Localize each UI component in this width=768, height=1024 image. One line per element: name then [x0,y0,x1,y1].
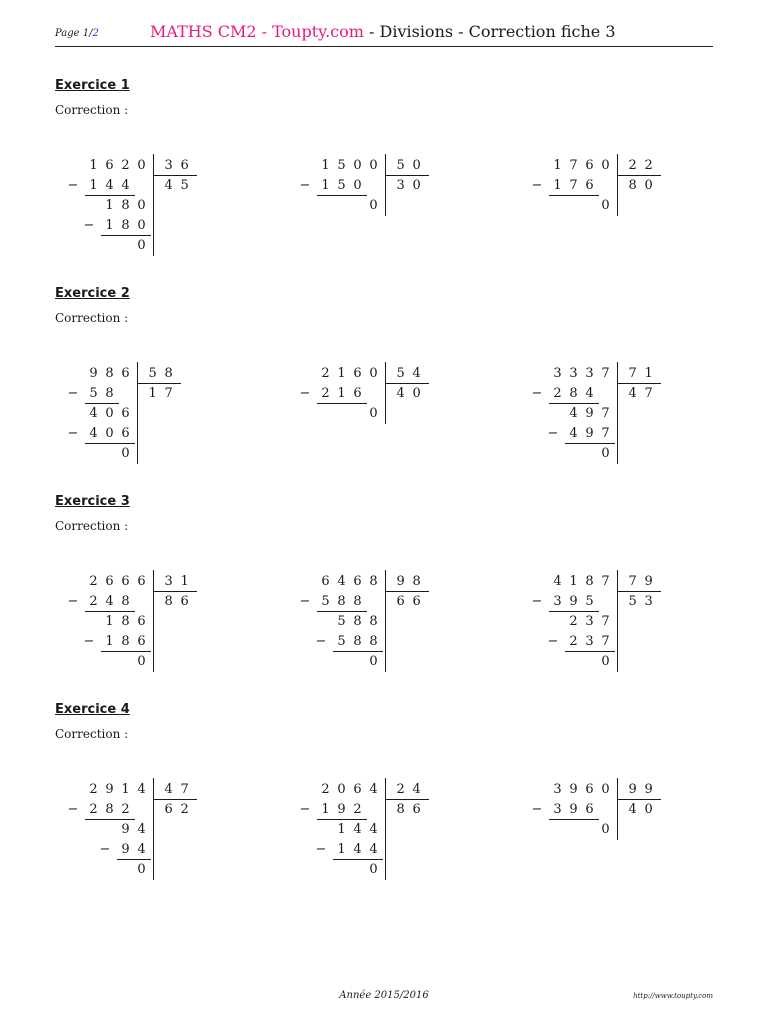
remainder-digit: 0 [137,862,146,877]
dividend-digit: 5 [337,158,346,173]
divisor-digit: 4 [412,366,421,381]
dividend-digit: 8 [585,574,594,589]
divisor-digit: 2 [396,782,405,797]
division-bar-vertical [385,154,386,216]
subtraction-line [549,819,599,820]
subtrahend-digit: 1 [321,178,330,193]
long-division [287,156,477,276]
minus-sign: − [99,842,111,857]
minus-sign: − [67,426,79,441]
divisor-digit: 6 [180,158,189,173]
remainder-digit: 5 [337,614,346,629]
long-division [55,780,245,900]
remainder-digit: 0 [601,198,610,213]
subtrahend-digit: 5 [337,634,346,649]
subtrahend-digit: 4 [353,842,362,857]
minus-sign: − [531,386,543,401]
divisor-digit: 7 [628,366,637,381]
footer-url[interactable]: http://www.toupty.com [633,992,713,1000]
divisor-digit: 2 [644,158,653,173]
subtrahend-digit: 8 [121,634,130,649]
quotient-digit: 6 [412,802,421,817]
exercise-section [55,494,713,694]
dividend-digit: 6 [105,158,114,173]
subtrahend-digit: 8 [353,594,362,609]
subtrahend-digit: 5 [337,178,346,193]
page-label: Page 1/ [55,28,93,39]
dividend-digit: 8 [369,574,378,589]
divisor-digit: 7 [628,574,637,589]
dividend-digit: 7 [601,574,610,589]
dividend-digit: 9 [105,782,114,797]
subtrahend-digit: 6 [121,426,130,441]
remainder-digit: 0 [369,862,378,877]
dividend-digit: 7 [601,366,610,381]
subtrahend-digit: 4 [105,178,114,193]
page-title [150,22,616,41]
long-division [519,364,709,484]
subtrahend-digit: 2 [89,802,98,817]
subtrahend-digit: 1 [89,178,98,193]
dividend-digit: 2 [321,366,330,381]
remainder-digit: 1 [337,822,346,837]
subtrahend-digit: 2 [553,386,562,401]
quotient-digit: 6 [180,594,189,609]
quotient-digit: 8 [396,802,405,817]
division-bar-vertical [617,154,618,216]
remainder-digit: 0 [121,446,130,461]
minus-sign: − [531,802,543,817]
division-bar-vertical [385,362,386,424]
page-header [55,22,713,47]
dividend-digit: 1 [553,158,562,173]
minus-sign: − [67,178,79,193]
division-bar-vertical [617,570,618,672]
dividend-digit: 0 [137,158,146,173]
remainder-digit: 8 [353,614,362,629]
minus-sign: − [547,426,559,441]
dividend-digit: 3 [553,782,562,797]
subtrahend-digit: 4 [569,426,578,441]
dividend-digit: 7 [569,158,578,173]
minus-sign: − [67,594,79,609]
subtrahend-digit: 2 [569,634,578,649]
long-division [287,780,477,900]
long-division [519,780,709,900]
long-division [287,364,477,484]
remainder-digit: 0 [601,654,610,669]
dividend-digit: 3 [553,366,562,381]
subtrahend-digit: 0 [105,426,114,441]
minus-sign: − [299,386,311,401]
subtrahend-digit: 1 [105,218,114,233]
subtrahend-digit: 2 [89,594,98,609]
long-division [519,572,709,692]
subtrahend-digit: 8 [569,386,578,401]
remainder-digit: 0 [105,406,114,421]
minus-sign: − [315,634,327,649]
remainder-digit: 4 [137,822,146,837]
divisor-digit: 5 [396,158,405,173]
remainder-digit: 8 [121,198,130,213]
remainder-digit: 1 [105,198,114,213]
dividend-digit: 0 [353,158,362,173]
dividend-digit: 6 [353,366,362,381]
correction-label: Correction : [55,103,129,117]
division-bar-vertical [617,778,618,840]
remainder-digit: 2 [569,614,578,629]
minus-sign: − [547,634,559,649]
division-bar-vertical [153,154,154,256]
remainder-digit: 4 [569,406,578,421]
dividend-digit: 1 [337,366,346,381]
remainder-digit: 0 [601,446,610,461]
dividend-digit: 4 [137,782,146,797]
dividend-digit: 6 [353,782,362,797]
quotient-digit: 0 [644,802,653,817]
subtrahend-digit: 5 [585,594,594,609]
exercise-section [55,286,713,486]
divisor-digit: 9 [644,782,653,797]
exercise-title: Exercice 1 [55,78,130,93]
divisor-digit: 8 [412,574,421,589]
correction-label: Correction : [55,519,129,533]
divisor-digit: 3 [164,574,173,589]
exercise-title: Exercice 2 [55,286,130,301]
divisor-digit: 0 [412,158,421,173]
long-division [55,572,245,692]
page-total-link[interactable]: 2 [92,28,99,39]
subtrahend-digit: 4 [89,426,98,441]
long-division [55,364,245,484]
correction-label: Correction : [55,311,129,325]
subtrahend-digit: 2 [121,802,130,817]
dividend-digit: 0 [601,782,610,797]
subtrahend-digit: 4 [121,178,130,193]
divisor-digit: 2 [628,158,637,173]
subtrahend-digit: 1 [337,386,346,401]
dividend-digit: 1 [569,574,578,589]
subtrahend-digit: 4 [585,386,594,401]
subtrahend-digit: 4 [105,594,114,609]
division-bar-vertical [385,778,386,880]
remainder-digit: 0 [369,654,378,669]
remainder-digit: 0 [369,198,378,213]
dividend-digit: 6 [121,574,130,589]
minus-sign: − [299,594,311,609]
brand-title: MATHS CM2 - Toupty.com [150,22,364,41]
remainder-digit: 7 [601,406,610,421]
dividend-digit: 4 [337,574,346,589]
dividend-digit: 6 [353,574,362,589]
minus-sign: − [67,802,79,817]
dividend-digit: 0 [337,782,346,797]
remainder-digit: 6 [121,406,130,421]
quotient-digit: 0 [412,386,421,401]
quotient-digit: 1 [148,386,157,401]
remainder-digit: 7 [601,614,610,629]
subtrahend-digit: 8 [105,386,114,401]
divisor-digit: 5 [148,366,157,381]
subtrahend-digit: 4 [369,842,378,857]
division-bar-vertical [153,570,154,672]
dividend-digit: 6 [121,366,130,381]
dividend-digit: 6 [585,158,594,173]
subtrahend-digit: 9 [337,802,346,817]
subtrahend-digit: 6 [353,386,362,401]
minus-sign: − [83,218,95,233]
dividend-digit: 1 [121,782,130,797]
quotient-digit: 4 [628,386,637,401]
subtrahend-digit: 1 [337,842,346,857]
quotient-digit: 8 [628,178,637,193]
subtrahend-digit: 7 [569,178,578,193]
subtrahend-digit: 9 [585,426,594,441]
page-indicator [55,28,99,39]
subtrahend-digit: 2 [321,386,330,401]
dividend-digit: 3 [569,366,578,381]
divisor-digit: 8 [164,366,173,381]
dividend-digit: 9 [89,366,98,381]
division-bar-vertical [385,570,386,672]
division-bar-vertical [153,778,154,880]
minus-sign: − [299,802,311,817]
minus-sign: − [67,386,79,401]
subtrahend-digit: 0 [353,178,362,193]
subtrahend-digit: 6 [585,178,594,193]
subtrahend-digit: 8 [353,634,362,649]
dividend-digit: 0 [369,158,378,173]
remainder-digit: 0 [137,654,146,669]
quotient-digit: 7 [644,386,653,401]
minus-sign: − [531,594,543,609]
exercise-title: Exercice 4 [55,702,130,717]
dividend-digit: 0 [369,366,378,381]
quotient-digit: 0 [412,178,421,193]
subtrahend-digit: 3 [585,634,594,649]
remainder-digit: 0 [137,198,146,213]
exercise-section [55,702,713,902]
subtrahend-digit: 3 [553,594,562,609]
subtrahend-digit: 8 [369,634,378,649]
divisor-digit: 1 [180,574,189,589]
quotient-digit: 4 [164,178,173,193]
subtraction-line [549,195,599,196]
subtrahend-digit: 9 [121,842,130,857]
remainder-digit: 6 [137,614,146,629]
divisor-digit: 9 [396,574,405,589]
divisor-digit: 3 [164,158,173,173]
dividend-digit: 3 [585,366,594,381]
dividend-digit: 2 [89,574,98,589]
subtrahend-digit: 7 [601,426,610,441]
remainder-digit: 0 [137,238,146,253]
divisor-digit: 9 [628,782,637,797]
subtrahend-digit: 7 [601,634,610,649]
long-division [519,156,709,276]
remainder-digit: 9 [585,406,594,421]
exercise-section [55,78,713,278]
footer-year: Année 2015/2016 [339,990,429,1001]
quotient-digit: 3 [396,178,405,193]
remainder-digit: 8 [369,614,378,629]
exercise-title: Exercice 3 [55,494,130,509]
dividend-digit: 1 [321,158,330,173]
quotient-digit: 7 [164,386,173,401]
quotient-digit: 4 [628,802,637,817]
division-bar-vertical [137,362,138,464]
dividend-digit: 2 [321,782,330,797]
quotient-digit: 5 [628,594,637,609]
remainder-digit: 1 [105,614,114,629]
long-division [55,156,245,276]
dividend-digit: 4 [553,574,562,589]
subtrahend-digit: 9 [569,594,578,609]
correction-label: Correction : [55,727,129,741]
quotient-digit: 6 [396,594,405,609]
subtrahend-digit: 0 [137,218,146,233]
subtrahend-digit: 4 [137,842,146,857]
subtrahend-digit: 5 [321,594,330,609]
dividend-digit: 9 [569,782,578,797]
subtrahend-digit: 8 [337,594,346,609]
quotient-digit: 8 [164,594,173,609]
divisor-digit: 4 [412,782,421,797]
remainder-digit: 9 [121,822,130,837]
remainder-digit: 0 [601,822,610,837]
remainder-digit: 0 [369,406,378,421]
dividend-digit: 0 [601,158,610,173]
divisor-digit: 9 [644,574,653,589]
remainder-digit: 4 [89,406,98,421]
quotient-digit: 4 [396,386,405,401]
quotient-digit: 2 [180,802,189,817]
dividend-digit: 2 [89,782,98,797]
dividend-digit: 6 [321,574,330,589]
subtrahend-digit: 8 [121,218,130,233]
minus-sign: − [531,178,543,193]
dividend-digit: 1 [89,158,98,173]
minus-sign: − [83,634,95,649]
dividend-digit: 2 [121,158,130,173]
divisor-digit: 5 [396,366,405,381]
quotient-digit: 6 [412,594,421,609]
remainder-digit: 4 [353,822,362,837]
divisor-digit: 1 [644,366,653,381]
subtrahend-digit: 1 [321,802,330,817]
dividend-digit: 6 [585,782,594,797]
subtrahend-digit: 8 [105,802,114,817]
divisor-digit: 7 [180,782,189,797]
quotient-digit: 0 [644,178,653,193]
subtrahend-digit: 1 [105,634,114,649]
quotient-digit: 3 [644,594,653,609]
subtrahend-digit: 8 [121,594,130,609]
minus-sign: − [299,178,311,193]
divisor-digit: 4 [164,782,173,797]
subtrahend-digit: 1 [553,178,562,193]
dividend-digit: 8 [105,366,114,381]
subtrahend-digit: 3 [553,802,562,817]
quotient-digit: 5 [180,178,189,193]
subtrahend-digit: 6 [585,802,594,817]
remainder-digit: 4 [369,822,378,837]
subtraction-line [317,195,367,196]
subtrahend-digit: 9 [569,802,578,817]
title-rest: - Divisions - Correction fiche 3 [363,22,616,41]
remainder-digit: 3 [585,614,594,629]
remainder-digit: 8 [121,614,130,629]
long-division [287,572,477,692]
dividend-digit: 6 [105,574,114,589]
subtrahend-digit: 5 [89,386,98,401]
subtrahend-digit: 6 [137,634,146,649]
quotient-digit: 6 [164,802,173,817]
division-bar-vertical [617,362,618,464]
subtraction-line [317,403,367,404]
minus-sign: − [315,842,327,857]
subtrahend-digit: 2 [353,802,362,817]
dividend-digit: 4 [369,782,378,797]
dividend-digit: 6 [137,574,146,589]
